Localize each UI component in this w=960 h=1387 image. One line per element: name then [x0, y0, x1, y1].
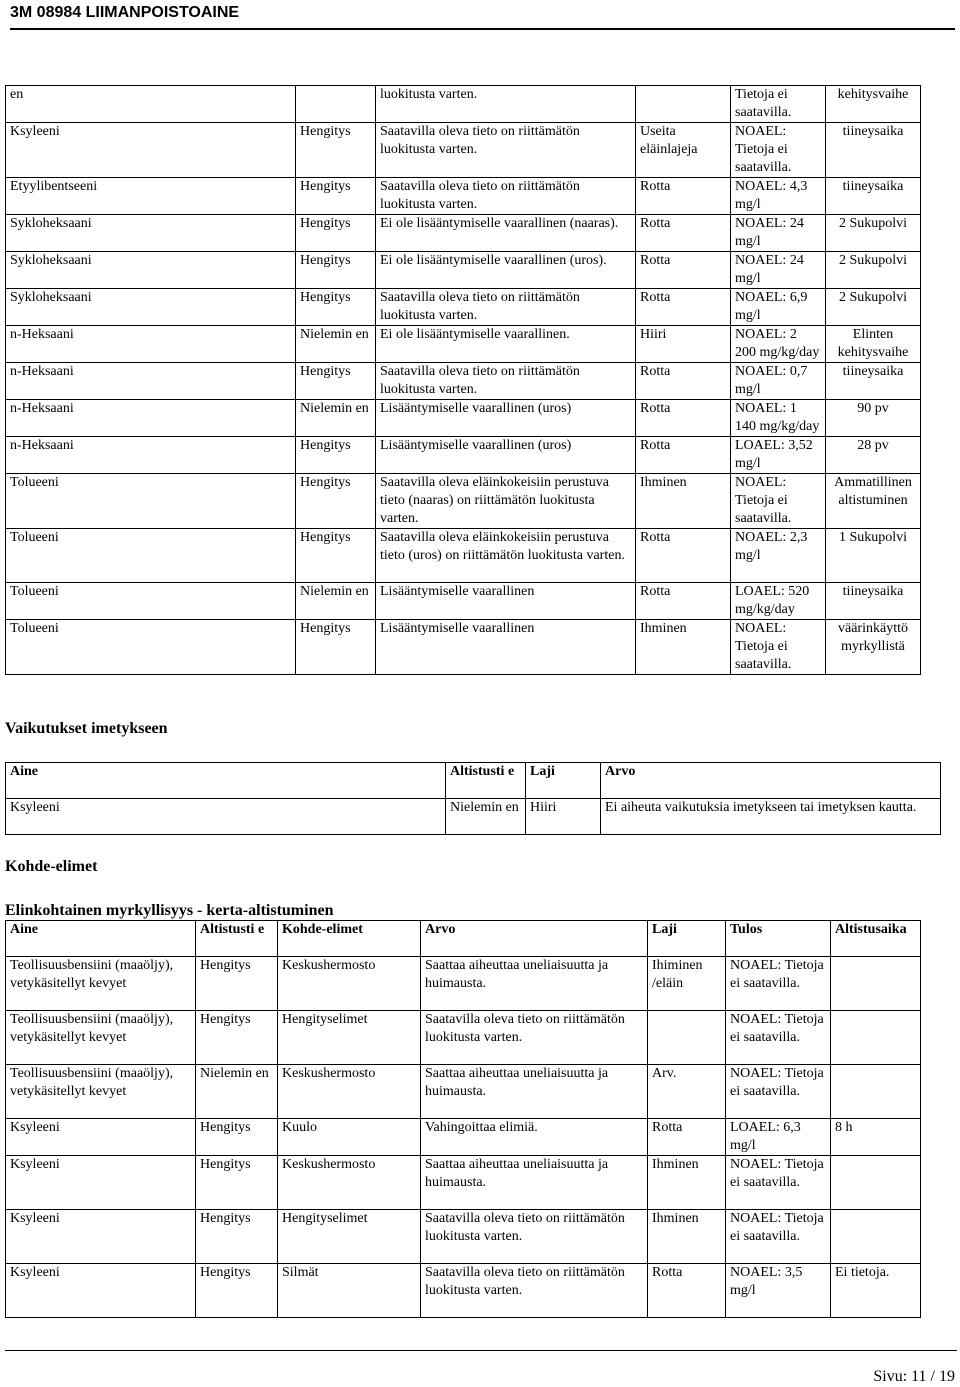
value-cell: Ei ole lisääntymiselle vaarallinen (uros). [376, 252, 636, 289]
result-cell: NOAEL: Tietoja ei saatavilla. [726, 1065, 831, 1119]
duration-cell [831, 1156, 921, 1210]
table-header-row [6, 763, 941, 799]
result-cell: LOAEL: 6,3 mg/l [726, 1119, 831, 1156]
lactation-table [5, 762, 941, 835]
column-header: Arvo [421, 921, 648, 957]
exposure-cell: 28 pv [826, 437, 921, 474]
value-cell: Ei ole lisääntymiselle vaarallinen. [376, 326, 636, 363]
substance-cell: Ksyleeni [6, 1210, 196, 1264]
species-cell: Arv. [648, 1065, 726, 1119]
route-cell: Hengitys [196, 957, 278, 1011]
table-row [6, 86, 921, 123]
page-number: Sivu: 11 / 19 [873, 1368, 955, 1385]
exposure-cell: tiineysaika [826, 583, 921, 620]
value-cell: Saatavilla oleva eläinkokeisiin perustuva tieto (uros) on riittämätön luokitusta varten. [376, 529, 636, 583]
column-header: Kohde-elimet [278, 921, 421, 957]
table-row [6, 1210, 921, 1264]
table-row [6, 583, 921, 620]
table-row [6, 437, 921, 474]
table-row [6, 363, 921, 400]
species-cell: Useita eläinlajeja [636, 123, 731, 178]
duration-cell [831, 1065, 921, 1119]
duration-cell [831, 1011, 921, 1065]
value-cell: Saattaa aiheuttaa uneliaisuutta ja huimausta. [421, 957, 648, 1011]
substance-cell: Ksyleeni [6, 799, 446, 835]
exposure-cell: Elinten kehitysvaihe [826, 326, 921, 363]
column-header: Arvo [601, 763, 941, 799]
footer-rule [5, 1350, 957, 1351]
substance-cell: Teollisuusbensiini (maaöljy), vetykäsitellyt kevyet [6, 1011, 196, 1065]
route-cell: Nielemin en [296, 326, 376, 363]
route-cell: Hengitys [296, 123, 376, 178]
table-row [6, 289, 921, 326]
table-row [6, 799, 941, 835]
page-header [0, 0, 960, 30]
route-cell: Hengitys [196, 1011, 278, 1065]
substance-cell: Etyylibentseeni [6, 178, 296, 215]
result-cell: Tietoja ei saatavilla. [731, 86, 826, 123]
result-cell: LOAEL: 3,52 mg/l [731, 437, 826, 474]
table-row [6, 252, 921, 289]
result-cell: NOAEL: 3,5 mg/l [726, 1264, 831, 1318]
column-header: Altistusti e [446, 763, 526, 799]
organ-cell: Silmät [278, 1264, 421, 1318]
result-cell: NOAEL: 0,7 mg/l [731, 363, 826, 400]
substance-cell: Tolueeni [6, 474, 296, 529]
species-cell: Rotta [636, 583, 731, 620]
route-cell: Nielemin en [446, 799, 526, 835]
table-row [6, 957, 921, 1011]
duration-cell [831, 1210, 921, 1264]
route-cell: Nielemin en [296, 583, 376, 620]
result-cell: NOAEL: Tietoja ei saatavilla. [731, 123, 826, 178]
substance-cell: n-Heksaani [6, 363, 296, 400]
exposure-cell: Ammatillinen altistuminen [826, 474, 921, 529]
result-cell: NOAEL: Tietoja ei saatavilla. [726, 1156, 831, 1210]
route-cell: Hengitys [196, 1210, 278, 1264]
result-cell: NOAEL: 6,9 mg/l [731, 289, 826, 326]
exposure-cell: 90 pv [826, 400, 921, 437]
species-cell: Ihiminen /eläin [648, 957, 726, 1011]
species-cell: Rotta [636, 363, 731, 400]
result-cell: NOAEL: Tietoja ei saatavilla. [731, 474, 826, 529]
column-header: Aine [6, 763, 446, 799]
value-cell: Saatavilla oleva tieto on riittämätön luokitusta varten. [376, 123, 636, 178]
route-cell: Hengitys [296, 289, 376, 326]
exposure-cell: tiineysaika [826, 123, 921, 178]
substance-cell: Ksyleeni [6, 1119, 196, 1156]
result-cell: NOAEL: 2 200 mg/kg/day [731, 326, 826, 363]
value-cell: Saatavilla oleva tieto on riittämätön luokitusta varten. [376, 178, 636, 215]
table-header-row [6, 921, 921, 957]
value-cell: Saatavilla oleva tieto on riittämätön luokitusta varten. [421, 1264, 648, 1318]
substance-cell: Sykloheksaani [6, 252, 296, 289]
column-header: Laji [648, 921, 726, 957]
species-cell: Rotta [636, 215, 731, 252]
substance-cell: n-Heksaani [6, 437, 296, 474]
substance-cell: Ksyleeni [6, 123, 296, 178]
substance-cell: Sykloheksaani [6, 289, 296, 326]
result-cell: NOAEL: 24 mg/l [731, 215, 826, 252]
result-cell: NOAEL: 4,3 mg/l [731, 178, 826, 215]
table-row [6, 1264, 921, 1318]
value-cell: Saatavilla oleva eläinkokeisiin perustuva tieto (naaras) on riittämätön luokitusta varten. [376, 474, 636, 529]
species-cell [648, 1011, 726, 1065]
organ-cell: Keskushermosto [278, 1156, 421, 1210]
document-title: 3M 08984 LIIMANPOISTOAINE [10, 4, 240, 21]
value-cell: Saattaa aiheuttaa uneliaisuutta ja huimausta. [421, 1065, 648, 1119]
route-cell: Hengitys [296, 620, 376, 675]
species-cell: Hiiri [636, 326, 731, 363]
route-cell: Nielemin en [296, 400, 376, 437]
column-header: Aine [6, 921, 196, 957]
table-row [6, 620, 921, 675]
route-cell: Hengitys [296, 178, 376, 215]
table-row [6, 178, 921, 215]
substance-cell: n-Heksaani [6, 400, 296, 437]
substance-cell: Ksyleeni [6, 1264, 196, 1318]
route-cell: Hengitys [296, 215, 376, 252]
substance-cell: n-Heksaani [6, 326, 296, 363]
substance-cell: Sykloheksaani [6, 215, 296, 252]
route-cell [296, 86, 376, 123]
value-cell: Lisääntymiselle vaarallinen [376, 620, 636, 675]
species-cell: Ihminen [636, 620, 731, 675]
exposure-cell: tiineysaika [826, 363, 921, 400]
exposure-cell: 1 Sukupolvi [826, 529, 921, 583]
result-cell: NOAEL: Tietoja ei saatavilla. [726, 1210, 831, 1264]
route-cell: Hengitys [196, 1156, 278, 1210]
target-organ-table [5, 920, 921, 1318]
table-row [6, 1156, 921, 1210]
column-header: Altistusaika [831, 921, 921, 957]
substance-cell: en [6, 86, 296, 123]
substance-cell: Tolueeni [6, 583, 296, 620]
exposure-cell: 2 Sukupolvi [826, 252, 921, 289]
substance-cell: Tolueeni [6, 529, 296, 583]
route-cell: Nielemin en [196, 1065, 278, 1119]
result-cell: NOAEL: Tietoja ei saatavilla. [731, 620, 826, 675]
route-cell: Hengitys [296, 437, 376, 474]
header-rule [10, 28, 955, 30]
species-cell: Rotta [636, 178, 731, 215]
value-cell: Ei aiheuta vaikutuksia imetykseen tai imetyksen kautta. [601, 799, 941, 835]
lactation-heading: Vaikutukset imetykseen [5, 720, 168, 737]
result-cell: NOAEL: 1 140 mg/kg/day [731, 400, 826, 437]
table-row [6, 123, 921, 178]
value-cell: luokitusta varten. [376, 86, 636, 123]
species-cell [636, 86, 731, 123]
route-cell: Hengitys [196, 1119, 278, 1156]
column-header: Tulos [726, 921, 831, 957]
organ-cell: Kuulo [278, 1119, 421, 1156]
column-header: Altistusti e [196, 921, 278, 957]
value-cell: Saatavilla oleva tieto on riittämätön luokitusta varten. [421, 1210, 648, 1264]
value-cell: Saatavilla oleva tieto on riittämätön luokitusta varten. [376, 289, 636, 326]
substance-cell: Ksyleeni [6, 1156, 196, 1210]
value-cell: Ei ole lisääntymiselle vaarallinen (naaras). [376, 215, 636, 252]
value-cell: Lisääntymiselle vaarallinen [376, 583, 636, 620]
organ-cell: Keskushermosto [278, 957, 421, 1011]
single-exposure-heading: Elinkohtainen myrkyllisyys - kerta-altistuminen [5, 902, 334, 919]
species-cell: Hiiri [526, 799, 601, 835]
species-cell: Rotta [636, 289, 731, 326]
value-cell: Saatavilla oleva tieto on riittämätön luokitusta varten. [421, 1011, 648, 1065]
species-cell: Ihminen [648, 1156, 726, 1210]
duration-cell: 8 h [831, 1119, 921, 1156]
reproductive-toxicity-table [5, 85, 921, 675]
species-cell: Rotta [648, 1264, 726, 1318]
route-cell: Hengitys [296, 363, 376, 400]
species-cell: Rotta [648, 1119, 726, 1156]
species-cell: Rotta [636, 437, 731, 474]
result-cell: NOAEL: Tietoja ei saatavilla. [726, 957, 831, 1011]
exposure-cell: kehitysvaihe [826, 86, 921, 123]
species-cell: Rotta [636, 400, 731, 437]
route-cell: Hengitys [296, 252, 376, 289]
value-cell: Lisääntymiselle vaarallinen (uros) [376, 437, 636, 474]
table-row [6, 400, 921, 437]
result-cell: NOAEL: Tietoja ei saatavilla. [726, 1011, 831, 1065]
table-row [6, 1011, 921, 1065]
column-header: Laji [526, 763, 601, 799]
table-row [6, 529, 921, 583]
duration-cell: Ei tietoja. [831, 1264, 921, 1318]
duration-cell [831, 957, 921, 1011]
result-cell: NOAEL: 2,3 mg/l [731, 529, 826, 583]
table-row [6, 474, 921, 529]
table-row [6, 1065, 921, 1119]
organ-cell: Hengityselimet [278, 1011, 421, 1065]
value-cell: Saattaa aiheuttaa uneliaisuutta ja huimausta. [421, 1156, 648, 1210]
organ-cell: Keskushermosto [278, 1065, 421, 1119]
route-cell: Hengitys [196, 1264, 278, 1318]
value-cell: Lisääntymiselle vaarallinen (uros) [376, 400, 636, 437]
target-organs-heading: Kohde-elimet [5, 858, 98, 875]
route-cell: Hengitys [296, 529, 376, 583]
species-cell: Ihminen [636, 474, 731, 529]
exposure-cell: 2 Sukupolvi [826, 289, 921, 326]
table-row [6, 326, 921, 363]
substance-cell: Teollisuusbensiini (maaöljy), vetykäsitellyt kevyet [6, 1065, 196, 1119]
exposure-cell: 2 Sukupolvi [826, 215, 921, 252]
species-cell: Rotta [636, 252, 731, 289]
organ-cell: Hengityselimet [278, 1210, 421, 1264]
table-row [6, 215, 921, 252]
value-cell: Saatavilla oleva tieto on riittämätön luokitusta varten. [376, 363, 636, 400]
exposure-cell: väärinkäyttö myrkyllistä [826, 620, 921, 675]
species-cell: Ihminen [648, 1210, 726, 1264]
species-cell: Rotta [636, 529, 731, 583]
exposure-cell: tiineysaika [826, 178, 921, 215]
value-cell: Vahingoittaa elimiä. [421, 1119, 648, 1156]
route-cell: Hengitys [296, 474, 376, 529]
table-row [6, 1119, 921, 1156]
result-cell: LOAEL: 520 mg/kg/day [731, 583, 826, 620]
result-cell: NOAEL: 24 mg/l [731, 252, 826, 289]
substance-cell: Teollisuusbensiini (maaöljy), vetykäsitellyt kevyet [6, 957, 196, 1011]
substance-cell: Tolueeni [6, 620, 296, 675]
